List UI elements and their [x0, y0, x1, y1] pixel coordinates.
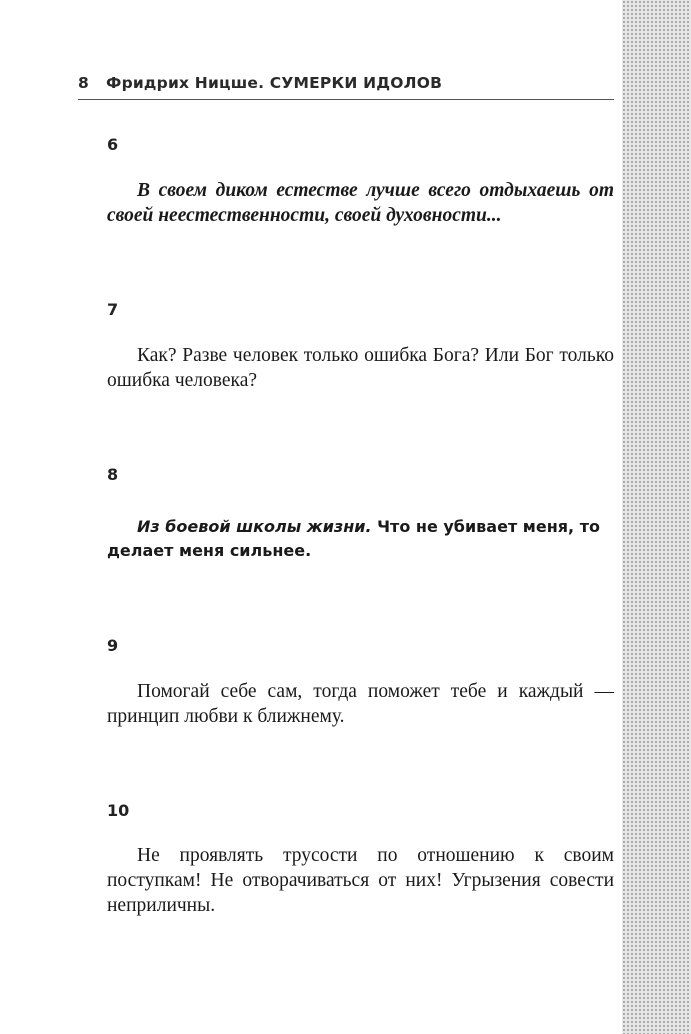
page-number: 8: [78, 74, 89, 92]
section-number: 7: [107, 300, 119, 319]
running-title: Фридрих Ницше. СУМЕРКИ ИДОЛОВ: [106, 74, 443, 92]
section-text: Помогай себе сам, тогда поможет тебе и каждый — принцип любви к ближнему.: [107, 681, 614, 727]
section-body: Что не убивает меня, то делает меня сильнее.: [107, 517, 600, 560]
section-text: Как? Разве человек только ошибка Бога? Или Бог только ошибка человека?: [107, 345, 614, 391]
section-text: В своем диком естестве лучше всего отдыхаешь от своей неестественности, своей духовности...: [107, 180, 614, 226]
section-text: Не проявлять трусости по отношению к своим поступкам! Не отворачиваться от них! Угрызения совести неприличны.: [107, 845, 614, 916]
section-text: [107, 515, 614, 563]
section-number: 9: [107, 636, 119, 655]
section-number: 10: [107, 801, 130, 820]
section-lead: Из боевой школы жизни.: [137, 517, 372, 536]
running-header: [78, 74, 614, 100]
section-number: 8: [107, 465, 119, 484]
section-number: 6: [107, 135, 119, 154]
page-edge-halftone: [622, 0, 691, 1034]
